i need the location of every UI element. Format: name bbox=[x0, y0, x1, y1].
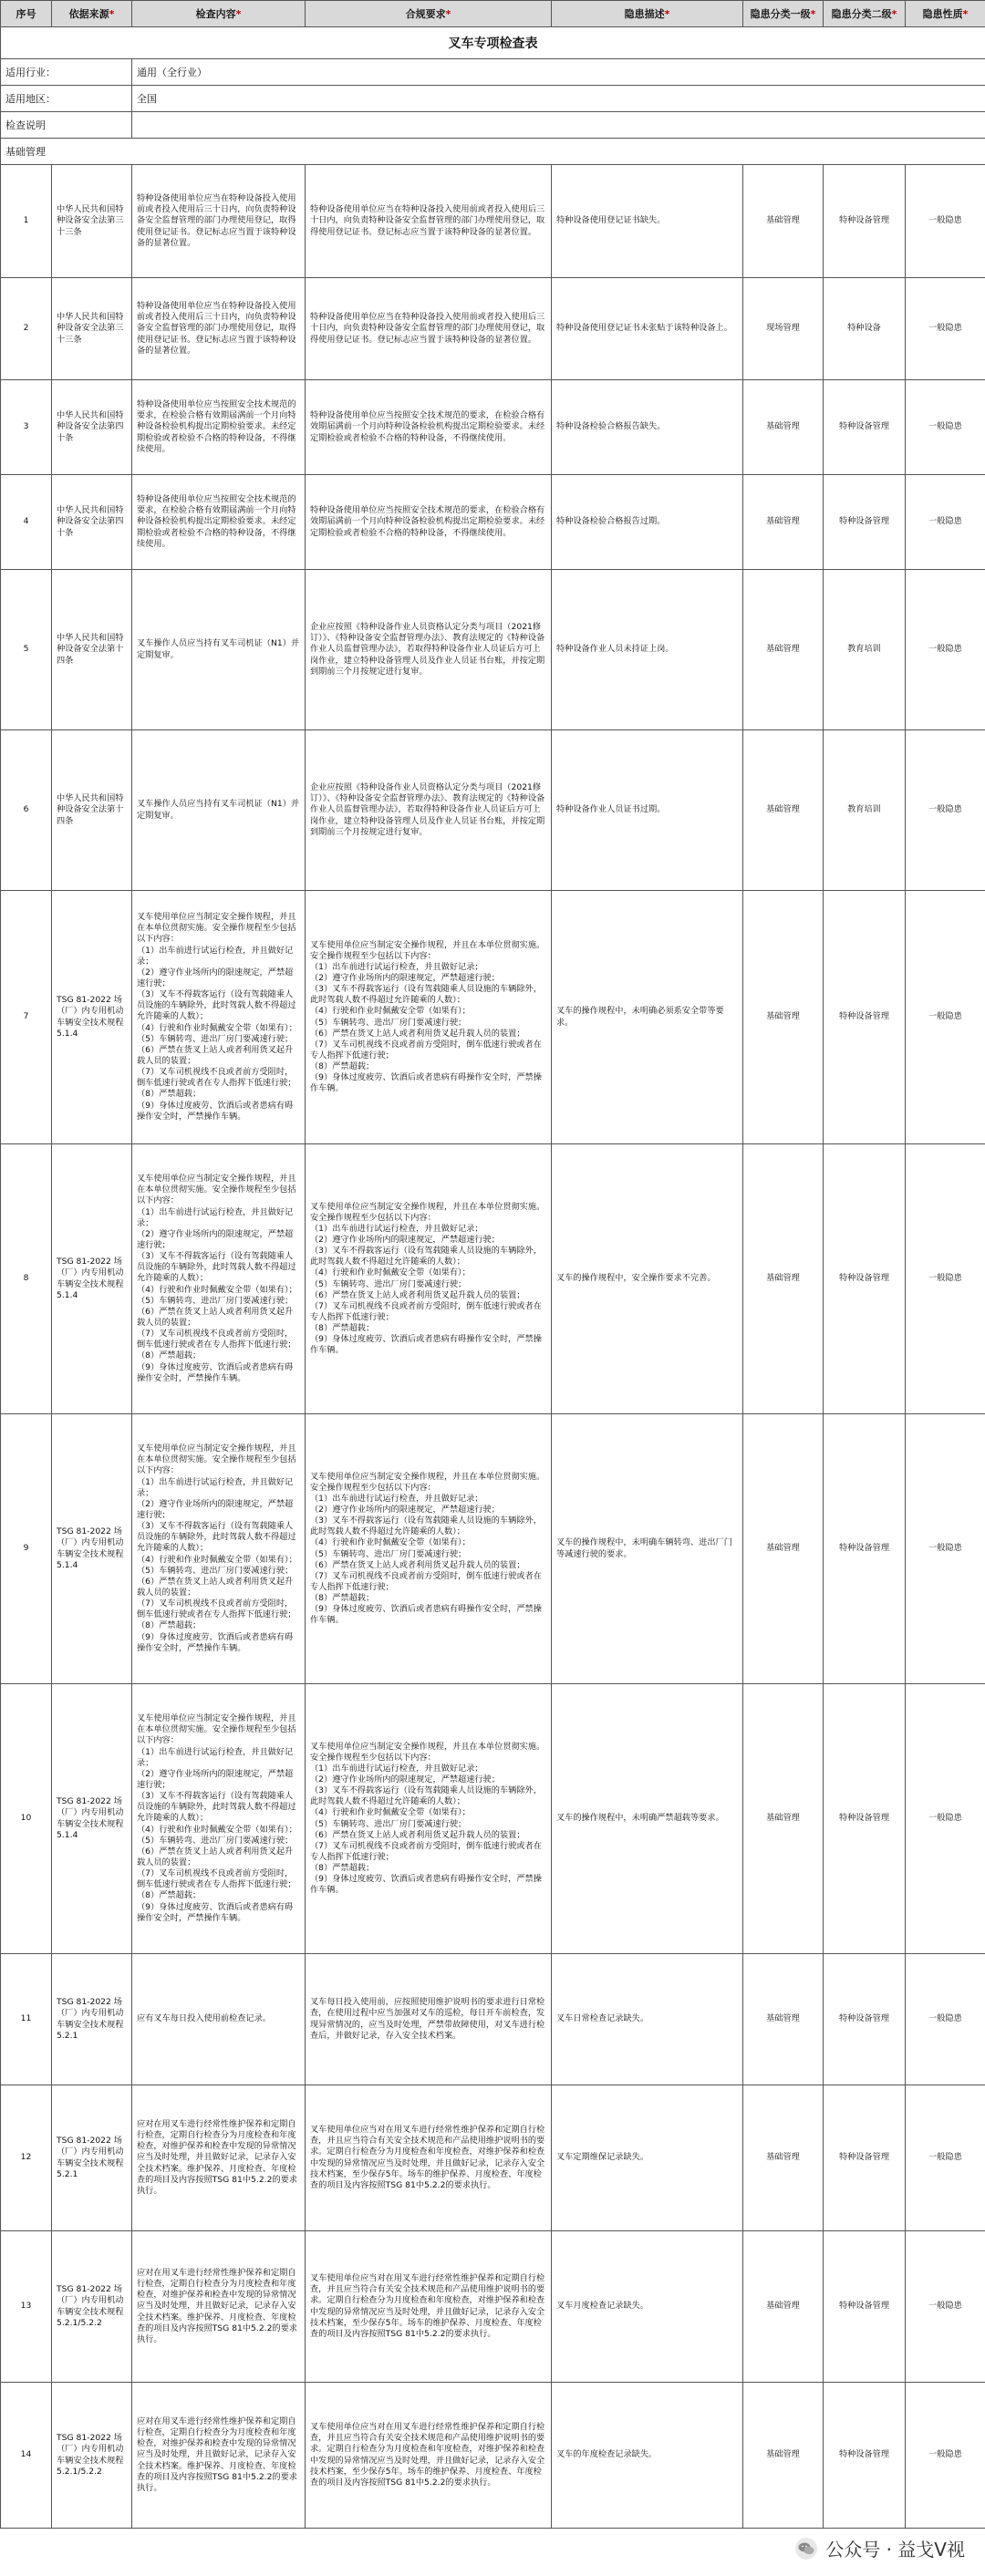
cell-text-req: 叉车使用单位应当对在用叉车进行经常性维护保养和定期自行检查，并且应当符合有关安全技术规范和产品使用维护说明书的要求。定期自行检查分为月度检查和年度检查，对维护保养和检查中发现的异常情况应当及时处理，并且做好记录，记录存入安全技术档案，至少保存5年。场车的维护保养、月度检查、年度检查的项目及内容按照TSG 81中5.2.2的要求执行。 bbox=[310, 2273, 545, 2339]
cell-content bbox=[132, 2383, 306, 2529]
cell-desc bbox=[552, 1144, 743, 1414]
cell-text-seq: 14 bbox=[20, 2449, 32, 2460]
cell-text-req: 特种设备使用单位应当按照安全技术规范的要求，在检验合格有效期届满前一个月向特种设备检验机构提出定期检验要求。未经定期检验或者检验不合格的特种设备，不得继续使用。 bbox=[310, 410, 545, 443]
cell-text-desc: 叉车日常检查记录缺失。 bbox=[556, 2013, 649, 2024]
cell-cat1 bbox=[743, 165, 824, 278]
cell-content bbox=[132, 891, 306, 1144]
table-row bbox=[1, 165, 985, 278]
cell-desc bbox=[552, 730, 743, 891]
cell-seq bbox=[1, 730, 52, 891]
cell-nature bbox=[906, 2383, 985, 2529]
cell-basis bbox=[52, 2085, 132, 2231]
cell-desc bbox=[552, 891, 743, 1144]
cell-basis bbox=[52, 730, 132, 891]
cell-req bbox=[306, 475, 552, 570]
header-nature: 隐患性质* bbox=[906, 1, 985, 27]
cell-basis bbox=[52, 2383, 132, 2529]
cell-desc bbox=[552, 1414, 743, 1684]
cell-cat2 bbox=[824, 1144, 906, 1414]
cell-text-basis: 中华人民共和国特种设备安全法第三十三条 bbox=[57, 312, 124, 345]
cell-seq bbox=[1, 2383, 52, 2529]
cell-content bbox=[132, 1954, 306, 2085]
table-row bbox=[1, 1144, 985, 1414]
wechat-icon bbox=[794, 2537, 818, 2560]
table-row bbox=[1, 380, 985, 475]
cell-text-cat2: 特种设备管理 bbox=[838, 2301, 890, 2312]
cell-text-req: 叉车使用单位应当制定安全操作规程，并且在本单位贯彻实施。安全操作规程至少包括以下内容： （1）出车前进行试运行检查，并且做好记录； （2）遵守作业场所内的限速规定，严禁超速行驶； （3）叉车不得载客运行（设有驾载随乘人员设施的车辆除外，此时驾载人数不得超过允许随乘的人数）； （4）行驶和作业时佩戴安全带（如果有）； （5）车辆转弯、进出厂房门要减速行驶； （6）严禁在货叉上站人或者利用货叉起升载人员的装置； （7）叉车司机视线不良或者前方受阻时，倒车低速行驶或者在专人指挥下低速行驶； （8）严禁超载； （9）身体过度疲劳、饮酒后或者患病有碍操作安全时，严禁操作车辆。 bbox=[310, 1471, 545, 1626]
cell-text-basis: TSG 81-2022 场（厂）内专用机动车辆安全技术规程 5.2.1 bbox=[57, 2136, 124, 2179]
cell-text-cat1: 基础管理 bbox=[766, 2013, 800, 2024]
cell-text-cat2: 特种设备 bbox=[847, 323, 881, 334]
cell-cat1 bbox=[743, 2085, 824, 2231]
cell-text-cat2: 特种设备管理 bbox=[838, 1011, 890, 1022]
cell-cat2 bbox=[824, 2383, 906, 2529]
cell-content bbox=[132, 1684, 306, 1954]
cell-cat2 bbox=[824, 475, 906, 570]
cell-seq bbox=[1, 1954, 52, 2085]
cell-nature bbox=[906, 2085, 985, 2231]
cell-text-seq: 2 bbox=[23, 323, 29, 334]
cell-text-nature: 一般隐患 bbox=[928, 2301, 962, 2312]
table-row bbox=[1, 891, 985, 1144]
cell-content bbox=[132, 730, 306, 891]
cell-seq bbox=[1, 1144, 52, 1414]
cell-req bbox=[306, 891, 552, 1144]
cell-text-seq: 6 bbox=[23, 804, 29, 815]
cell-desc bbox=[552, 2383, 743, 2529]
cell-desc bbox=[552, 380, 743, 475]
cell-nature bbox=[906, 570, 985, 730]
cell-text-nature: 一般隐患 bbox=[928, 516, 962, 527]
cell-text-cat1: 基础管理 bbox=[766, 644, 800, 655]
cell-text-desc: 叉车定期维保记录缺失。 bbox=[556, 2152, 649, 2163]
meta-value-industry: 通用（全行业） bbox=[132, 59, 985, 86]
cell-basis bbox=[52, 1954, 132, 2085]
cell-cat1 bbox=[743, 278, 824, 380]
cell-text-basis: 中华人民共和国特种设备安全法第四十条 bbox=[57, 505, 124, 538]
cell-text-content: 叉车使用单位应当制定安全操作规程，并且在本单位贯彻实施。安全操作规程至少包括以下内容： （1）出车前进行试运行检查，并且做好记录； （2）遵守作业场所内的限速规定，严禁超速行驶； （3）叉车不得载客运行（设有驾载随乘人员设施的车辆除外，此时驾载人数不得超过允许随乘的人数）； （4）行驶和作业时佩戴安全带（如果有）； （5）车辆转弯、进出厂房门要减速行驶； （6）严禁在货叉上站人或者利用货叉起升载人员的装置； （7）叉车司机视线不良或者前方受阻时，倒车低速行驶或者在专人指挥下低速行驶； （8）严禁超载； （9）身体过度疲劳、饮酒后或者患病有碍操作安全时，严禁操作车辆。 bbox=[137, 1174, 297, 1383]
cell-text-nature: 一般隐患 bbox=[928, 1273, 962, 1284]
cell-content bbox=[132, 2231, 306, 2383]
cell-text-content: 应有叉车每日投入使用前检查记录。 bbox=[137, 2013, 271, 2024]
cell-desc bbox=[552, 165, 743, 278]
cell-text-nature: 一般隐患 bbox=[928, 215, 962, 226]
table-row bbox=[1, 2383, 985, 2529]
cell-basis bbox=[52, 891, 132, 1144]
cell-seq bbox=[1, 570, 52, 730]
cell-text-desc: 叉车的操作规程中，未明确严禁超载等要求。 bbox=[556, 1813, 724, 1824]
cell-seq bbox=[1, 380, 52, 475]
cell-text-req: 特种设备使用单位应当在特种设备投入使用前或者投入使用后三十日内，向负责特种设备安全监督管理的部门办理使用登记，取得使用登记证书。登记标志应当置于该特种设备的显著位置。 bbox=[310, 204, 545, 237]
cell-cat1 bbox=[743, 570, 824, 730]
table-row bbox=[1, 730, 985, 891]
header-requirement: 合规要求* bbox=[306, 1, 552, 27]
cell-text-cat1: 基础管理 bbox=[766, 2301, 800, 2312]
cell-text-seq: 12 bbox=[20, 2152, 32, 2163]
cell-basis bbox=[52, 1144, 132, 1414]
cell-cat1 bbox=[743, 1414, 824, 1684]
cell-nature bbox=[906, 380, 985, 475]
cell-nature bbox=[906, 278, 985, 380]
cell-text-desc: 特种设备作业人员未持证上岗。 bbox=[556, 644, 674, 655]
cell-content bbox=[132, 165, 306, 278]
cell-text-basis: 中华人民共和国特种设备安全法第十四条 bbox=[57, 793, 124, 826]
cell-text-cat1: 基础管理 bbox=[766, 215, 800, 226]
cell-text-basis: 中华人民共和国特种设备安全法第三十三条 bbox=[57, 204, 124, 237]
cell-nature bbox=[906, 165, 985, 278]
cell-cat1 bbox=[743, 380, 824, 475]
cell-text-cat2: 特种设备管理 bbox=[838, 215, 890, 226]
cell-text-desc: 特种设备检验合格报告缺失。 bbox=[556, 421, 666, 432]
cell-text-cat1: 基础管理 bbox=[766, 804, 800, 815]
cell-cat1 bbox=[743, 2383, 824, 2529]
cell-desc bbox=[552, 1954, 743, 2085]
table-row bbox=[1, 2085, 985, 2231]
cell-text-req: 叉车使用单位应当制定安全操作规程，并且在本单位贯彻实施。安全操作规程至少包括以下内容： （1）出车前进行试运行检查，并且做好记录； （2）遵守作业场所内的限速规定，严禁超速行驶； （3）叉车不得载客运行（设有驾载随乘人员设施的车辆除外，此时驾载人数不得超过允许随乘的人数）； （4）行驶和作业时佩戴安全带（如果有）； （5）车辆转弯、进出厂房门要减速行驶； （6）严禁在货叉上站人或者利用货叉起升载人员的装置； （7）叉车司机视线不良或者前方受阻时，倒车低速行驶或者在专人指挥下低速行驶； （8）严禁超载； （9）身体过度疲劳、饮酒后或者患病有碍操作安全时，严禁操作车辆。 bbox=[310, 1201, 545, 1356]
header-basis: 依据来源* bbox=[52, 1, 132, 27]
cell-text-content: 特种设备使用单位应当在特种设备投入使用前或者投入使用后三十日内，向负责特种设备安全监督管理的部门办理使用登记，取得使用登记证书。登记标志应当置于该特种设备的显著位置。 bbox=[137, 193, 296, 248]
meta-label-notes: 检查说明 bbox=[1, 112, 132, 139]
cell-content bbox=[132, 380, 306, 475]
cell-content bbox=[132, 475, 306, 570]
cell-text-cat1: 基础管理 bbox=[766, 1813, 800, 1824]
cell-text-req: 叉车使用单位应当对在用叉车进行经常性维护保养和定期自行检查，并且应当符合有关安全技术规范和产品使用维护说明书的要求。定期自行检查分为月度检查和年度检查，对维护保养和检查中发现的异常情况应当及时处理，并且做好记录，记录存入安全技术档案，至少保存5年。场车的维护保养、月度检查、年度检查的项目及内容按照TSG 81中5.2.2的要求执行。 bbox=[310, 2422, 545, 2488]
table-row bbox=[1, 1954, 985, 2085]
cell-text-cat1: 基础管理 bbox=[766, 1543, 800, 1554]
cell-text-content: 叉车使用单位应当制定安全操作规程，并且在本单位贯彻实施。安全操作规程至少包括以下内容： （1）出车前进行试运行检查，并且做好记录； （2）遵守作业场所内的限速规定，严禁超速行驶； （3）叉车不得载客运行（设有驾载随乘人员设施的车辆除外，此时驾载人数不得超过允许随乘的人数）； （4）行驶和作业时佩戴安全带（如果有）； （5）车辆转弯、进出厂房门要减速行驶； （6）严禁在货叉上站人或者利用货叉起升载人员的装置； （7）叉车司机视线不良或者前方受阻时，倒车低速行驶或者在专人指挥下低速行驶； （8）严禁超载； （9）身体过度疲劳、饮酒后或者患病有碍操作安全时，严禁操作车辆。 bbox=[137, 912, 297, 1122]
cell-text-seq: 5 bbox=[23, 644, 29, 655]
cell-text-nature: 一般隐患 bbox=[928, 644, 962, 655]
cell-text-req: 特种设备使用单位应当在特种设备投入使用前或者投入使用后三十日内，向负责特种设备安全监督管理的部门办理使用登记，取得使用登记证书。登记标志应当置于该特种设备的显著位置。 bbox=[310, 312, 545, 345]
cell-text-desc: 叉车的操作规程中，未明确必须系安全带等要求。 bbox=[556, 1006, 724, 1028]
cell-seq bbox=[1, 278, 52, 380]
cell-text-basis: TSG 81-2022 场（厂）内专用机动车辆安全技术规程 5.1.4 bbox=[57, 1526, 124, 1570]
table-row bbox=[1, 1684, 985, 1954]
cell-cat2 bbox=[824, 2231, 906, 2383]
cell-text-content: 应对在用叉车进行经常性维护保养和定期自行检查，定期自行检查分为月度检查和年度检查，对维护保养和检查中发现的异常情况应当及时处理，并且做好记录，记录存入安全技术档案。维护保养、月度检查、年度检查的项目及内容按照TSG 81中5.2.2的要求执行。 bbox=[137, 2268, 297, 2344]
cell-cat1 bbox=[743, 891, 824, 1144]
cell-text-nature: 一般隐患 bbox=[928, 323, 962, 334]
cell-text-nature: 一般隐患 bbox=[928, 1543, 962, 1554]
cell-cat2 bbox=[824, 1414, 906, 1684]
cell-text-req: 企业应按照《特种设备作业人员资格认定分类与项目（2021修订）》、《特种设备安全监督管理办法》、教育法规定的《特种设备作业人员监督管理办法》，若取得特种设备作业人员证后方可上岗作业，建立特种设备管理人员及作业人员证书台账，并按定期到期前三个月按规定进行复审。 bbox=[310, 782, 545, 837]
cell-text-req: 企业应按照《特种设备作业人员资格认定分类与项目（2021修订）》、《特种设备安全监督管理办法》、教育法规定的《特种设备作业人员监督管理办法》，若取得特种设备作业人员证后方可上岗作业，建立特种设备管理人员及作业人员证书台账，并按定期到期前三个月按规定进行复审。 bbox=[310, 622, 545, 677]
cell-basis bbox=[52, 1684, 132, 1954]
cell-req bbox=[306, 380, 552, 475]
cell-text-nature: 一般隐患 bbox=[928, 421, 962, 432]
cell-req bbox=[306, 730, 552, 891]
cell-text-nature: 一般隐患 bbox=[928, 1813, 962, 1824]
cell-seq bbox=[1, 2085, 52, 2231]
cell-cat1 bbox=[743, 730, 824, 891]
table-row bbox=[1, 570, 985, 730]
cell-seq bbox=[1, 2231, 52, 2383]
cell-cat2 bbox=[824, 2085, 906, 2231]
cell-text-seq: 13 bbox=[20, 2301, 32, 2312]
cell-cat2 bbox=[824, 1684, 906, 1954]
table-row bbox=[1, 475, 985, 570]
cell-cat1 bbox=[743, 2231, 824, 2383]
cell-text-basis: 中华人民共和国特种设备安全法第十四条 bbox=[57, 633, 124, 666]
cell-text-content: 叉车使用单位应当制定安全操作规程，并且在本单位贯彻实施。安全操作规程至少包括以下内容： （1）出车前进行试运行检查，并且做好记录； （2）遵守作业场所内的限速规定，严禁超速行驶； （3）叉车不得载客运行（设有驾载随乘人员设施的车辆除外，此时驾载人数不得超过允许随乘的人数）； （4）行驶和作业时佩戴安全带（如果有）； （5）车辆转弯、进出厂房门要减速行驶； （6）严禁在货叉上站人或者利用货叉起升载人员的装置； （7）叉车司机视线不良或者前方受阻时，倒车低速行驶或者在专人指挥下低速行驶； （8）严禁超载； （9）身体过度疲劳、饮酒后或者患病有碍操作安全时，严禁操作车辆。 bbox=[137, 1713, 297, 1923]
cell-nature bbox=[906, 1954, 985, 2085]
cell-text-desc: 叉车的操作规程中，安全操作要求不完善。 bbox=[556, 1273, 716, 1284]
cell-req bbox=[306, 165, 552, 278]
cell-req bbox=[306, 1954, 552, 2085]
watermark-text: 公众号 · 益戈V视 bbox=[825, 2539, 965, 2560]
cell-text-cat2: 特种设备管理 bbox=[838, 2013, 890, 2024]
cell-desc bbox=[552, 2231, 743, 2383]
cell-req bbox=[306, 570, 552, 730]
cell-text-cat2: 特种设备管理 bbox=[838, 1543, 890, 1554]
cell-seq bbox=[1, 165, 52, 278]
cell-text-content: 特种设备使用单位应当按照安全技术规范的要求，在检验合格有效期届满前一个月向特种设备检验机构提出定期检验要求。未经定期检验或者检验不合格的特种设备，不得继续使用。 bbox=[137, 494, 296, 549]
table-row bbox=[1, 278, 985, 380]
cell-text-desc: 特种设备使用登记证书未张贴于该特种设备上。 bbox=[556, 323, 732, 334]
cell-text-content: 叉车操作人员应当持有叉车司机证（N1）并定期复审。 bbox=[137, 638, 300, 660]
cell-text-seq: 8 bbox=[23, 1273, 29, 1284]
table-row bbox=[1, 1414, 985, 1684]
cell-seq bbox=[1, 1684, 52, 1954]
cell-text-basis: TSG 81-2022 场（厂）内专用机动车辆安全技术规程 5.1.4 bbox=[57, 1257, 124, 1300]
cell-text-cat2: 教育培训 bbox=[847, 644, 881, 655]
cell-nature bbox=[906, 1414, 985, 1684]
cell-text-nature: 一般隐患 bbox=[928, 804, 962, 815]
cell-text-cat1: 基础管理 bbox=[766, 1273, 800, 1284]
section-label: 基础管理 bbox=[1, 139, 985, 165]
cell-nature bbox=[906, 1684, 985, 1954]
cell-seq bbox=[1, 1414, 52, 1684]
cell-text-cat2: 特种设备管理 bbox=[838, 516, 890, 527]
table-row bbox=[1, 2231, 985, 2383]
cell-nature bbox=[906, 475, 985, 570]
cell-text-req: 叉车每日投入使用前，应按照使用维护说明书的要求进行日常检查，在使用过程中应当加强对叉车的巡检，每日开车前检查，发现异常情况的，应当及时处理，严禁带故障使用，对叉车进行检查后，并做好记录，存入安全技术档案。 bbox=[310, 1997, 545, 2041]
cell-req bbox=[306, 1684, 552, 1954]
cell-cat2 bbox=[824, 1954, 906, 2085]
cell-nature bbox=[906, 2231, 985, 2383]
cell-basis bbox=[52, 475, 132, 570]
cell-text-desc: 叉车的年度检查记录缺失。 bbox=[556, 2449, 658, 2460]
cell-text-cat2: 特种设备管理 bbox=[838, 421, 890, 432]
cell-cat2 bbox=[824, 165, 906, 278]
cell-text-content: 应对在用叉车进行经常性维护保养和定期自行检查，定期自行检查分为月度检查和年度检查，对维护保养和检查中发现的异常情况应当及时处理，并且做好记录，记录存入安全技术档案。维护保养、月度检查、年度检查的项目及内容按照TSG 81中5.2.2的要求执行。 bbox=[137, 2416, 297, 2493]
cell-desc bbox=[552, 475, 743, 570]
cell-text-cat1: 基础管理 bbox=[766, 2152, 800, 2163]
cell-text-content: 特种设备使用单位应当按照安全技术规范的要求，在检验合格有效期届满前一个月向特种设备检验机构提出定期检验要求。未经定期检验或者检验不合格的特种设备，不得继续使用。 bbox=[137, 399, 296, 454]
cell-text-cat2: 教育培训 bbox=[847, 804, 881, 815]
cell-cat1 bbox=[743, 475, 824, 570]
meta-value-notes bbox=[132, 112, 985, 139]
cell-text-seq: 11 bbox=[20, 2013, 32, 2024]
cell-text-cat1: 基础管理 bbox=[766, 2449, 800, 2460]
cell-text-cat2: 特种设备管理 bbox=[838, 1813, 890, 1824]
cell-req bbox=[306, 1144, 552, 1414]
cell-text-basis: TSG 81-2022 场（厂）内专用机动车辆安全技术规程 5.2.1/5.2.2 bbox=[57, 2433, 124, 2477]
cell-cat1 bbox=[743, 1954, 824, 2085]
meta-value-region: 全国 bbox=[132, 86, 985, 112]
cell-text-desc: 特种设备检验合格报告过期。 bbox=[556, 516, 666, 527]
cell-nature bbox=[906, 1144, 985, 1414]
cell-text-nature: 一般隐患 bbox=[928, 2449, 962, 2460]
cell-cat2 bbox=[824, 891, 906, 1144]
cell-cat2 bbox=[824, 278, 906, 380]
cell-content bbox=[132, 1414, 306, 1684]
cell-content bbox=[132, 278, 306, 380]
cell-cat1 bbox=[743, 1144, 824, 1414]
cell-text-desc: 特种设备作业人员证书过期。 bbox=[556, 804, 666, 815]
header-content: 检查内容* bbox=[132, 1, 306, 27]
cell-basis bbox=[52, 1414, 132, 1684]
meta-label-region: 适用地区： bbox=[1, 86, 132, 112]
cell-text-cat2: 特种设备管理 bbox=[838, 1273, 890, 1284]
cell-text-basis: TSG 81-2022 场（厂）内专用机动车辆安全技术规程 5.2.1 bbox=[57, 1997, 124, 2041]
cell-text-content: 叉车使用单位应当制定安全操作规程，并且在本单位贯彻实施。安全操作规程至少包括以下内容： （1）出车前进行试运行检查，并且做好记录； （2）遵守作业场所内的限速规定，严禁超速行驶； （3）叉车不得载客运行（设有驾载随乘人员设施的车辆除外，此时驾载人数不得超过允许随乘的人数）； （4）行驶和作业时佩戴安全带（如果有）； （5）车辆转弯、进出厂房门要减速行驶； （6）严禁在货叉上站人或者利用货叉起升载人员的装置； （7）叉车司机视线不良或者前方受阻时，倒车低速行驶或者在专人指挥下低速行驶； （8）严禁超载； （9）身体过度疲劳、饮酒后或者患病有碍操作安全时，严禁操作车辆。 bbox=[137, 1443, 297, 1653]
header-category-1: 隐患分类一级* bbox=[743, 1, 824, 27]
cell-text-seq: 9 bbox=[23, 1543, 29, 1554]
cell-text-cat1: 基础管理 bbox=[766, 421, 800, 432]
cell-cat2 bbox=[824, 730, 906, 891]
cell-req bbox=[306, 2231, 552, 2383]
cell-text-cat2: 特种设备管理 bbox=[838, 2152, 890, 2163]
cell-text-req: 叉车使用单位应当制定安全操作规程，并且在本单位贯彻实施。安全操作规程至少包括以下内容： （1）出车前进行试运行检查，并且做好记录； （2）遵守作业场所内的限速规定，严禁超速行驶； （3）叉车不得载客运行（设有驾载随乘人员设施的车辆除外，此时驾载人数不得超过允许随乘的人数）； （4）行驶和作业时佩戴安全带（如果有）； （5）车辆转弯、进出厂房门要减速行驶； （6）严禁在货叉上站人或者利用货叉起升载人员的装置； （7）叉车司机视线不良或者前方受阻时，倒车低速行驶或者在专人指挥下低速行驶； （8）严禁超载； （9）身体过度疲劳、饮酒后或者患病有碍操作安全时，严禁操作车辆。 bbox=[310, 1741, 545, 1896]
cell-text-nature: 一般隐患 bbox=[928, 2152, 962, 2163]
cell-text-seq: 7 bbox=[23, 1011, 29, 1022]
cell-text-content: 叉车操作人员应当持有叉车司机证（N1）并定期复审。 bbox=[137, 799, 300, 821]
cell-text-cat1: 现场管理 bbox=[766, 323, 800, 334]
cell-text-content: 特种设备使用单位应当在特种设备投入使用前或者投入使用后三十日内，向负责特种设备安全监督管理的部门办理使用登记，取得使用登记证书。登记标志应当置于该特种设备的显著位置。 bbox=[137, 301, 296, 356]
cell-desc bbox=[552, 278, 743, 380]
cell-nature bbox=[906, 891, 985, 1144]
cell-text-basis: TSG 81-2022 场（厂）内专用机动车辆安全技术规程 5.1.4 bbox=[57, 1796, 124, 1840]
cell-text-seq: 10 bbox=[20, 1813, 32, 1824]
cell-text-cat2: 特种设备管理 bbox=[838, 2449, 890, 2460]
cell-desc bbox=[552, 1684, 743, 1954]
header-description: 隐患描述* bbox=[552, 1, 743, 27]
cell-basis bbox=[52, 380, 132, 475]
cell-text-nature: 一般隐患 bbox=[928, 2013, 962, 2024]
cell-content bbox=[132, 1144, 306, 1414]
cell-req bbox=[306, 2085, 552, 2231]
cell-desc bbox=[552, 2085, 743, 2231]
cell-text-req: 叉车使用单位应当对在用叉车进行经常性维护保养和定期自行检查，并且应当符合有关安全技术规范和产品使用维护说明书的要求。定期自行检查分为月度检查和年度检查，对维护保养和检查中发现的异常情况应当及时处理，并且做好记录，记录存入安全技术档案，至少保存5年。场车的维护保养、月度检查、年度检查的项目及内容按照TSG 81中5.2.2的要求执行。 bbox=[310, 2125, 545, 2190]
cell-seq bbox=[1, 475, 52, 570]
cell-text-req: 特种设备使用单位应当按照安全技术规范的要求，在检验合格有效期届满前一个月向特种设备检验机构提出定期检验要求。未经定期检验或者检验不合格的特种设备，不得继续使用。 bbox=[310, 505, 545, 538]
cell-text-seq: 4 bbox=[23, 516, 29, 527]
cell-req bbox=[306, 278, 552, 380]
cell-seq bbox=[1, 891, 52, 1144]
cell-text-cat1: 基础管理 bbox=[766, 516, 800, 527]
cell-nature bbox=[906, 730, 985, 891]
cell-text-req: 叉车使用单位应当制定安全操作规程，并且在本单位贯彻实施。安全操作规程至少包括以下内容： （1）出车前进行试运行检查，并且做好记录； （2）遵守作业场所内的限速规定，严禁超速行驶； （3）叉车不得载客运行（设有驾载随乘人员设施的车辆除外，此时驾载人数不得超过允许随乘的人数）； （4）行驶和作业时佩戴安全带（如果有）； （5）车辆转弯、进出厂房门要减速行驶； （6）严禁在货叉上站人或者利用货叉起升载人员的装置； （7）叉车司机视线不良或者前方受阻时，倒车低速行驶或者在专人指挥下低速行驶； （8）严禁超载； （9）身体过度疲劳、饮酒后或者患病有碍操作安全时，严禁操作车辆。 bbox=[310, 939, 545, 1094]
cell-req bbox=[306, 2383, 552, 2529]
cell-text-basis: TSG 81-2022 场（厂）内专用机动车辆安全技术规程 5.2.1/5.2.2 bbox=[57, 2284, 124, 2328]
cell-text-desc: 叉车的操作规程中，未明确车辆转弯、进出厂门等减速行驶的要求。 bbox=[556, 1537, 732, 1559]
cell-text-cat1: 基础管理 bbox=[766, 1011, 800, 1022]
cell-text-nature: 一般隐患 bbox=[928, 1011, 962, 1022]
header-category-2: 隐患分类二级* bbox=[824, 1, 906, 27]
cell-req bbox=[306, 1414, 552, 1684]
cell-basis bbox=[52, 165, 132, 278]
cell-content bbox=[132, 570, 306, 730]
page-title: 叉车专项检查表 bbox=[1, 27, 985, 59]
cell-cat2 bbox=[824, 570, 906, 730]
cell-text-basis: 中华人民共和国特种设备安全法第四十条 bbox=[57, 410, 124, 443]
cell-text-content: 应对在用叉车进行经常性维护保养和定期自行检查，定期自行检查分为月度检查和年度检查，对维护保养和检查中发现的异常情况应当及时处理，并且做好记录，记录存入安全技术档案。维护保养、月度检查、年度检查的项目及内容按照TSG 81中5.2.2的要求执行。 bbox=[137, 2119, 297, 2196]
cell-content bbox=[132, 2085, 306, 2231]
cell-cat1 bbox=[743, 1684, 824, 1954]
cell-basis bbox=[52, 2231, 132, 2383]
cell-basis bbox=[52, 570, 132, 730]
cell-text-seq: 3 bbox=[23, 421, 29, 432]
header-seq: 序号 bbox=[1, 1, 52, 27]
cell-basis bbox=[52, 278, 132, 380]
cell-cat2 bbox=[824, 380, 906, 475]
cell-desc bbox=[552, 570, 743, 730]
cell-text-basis: TSG 81-2022 场（厂）内专用机动车辆安全技术规程 5.1.4 bbox=[57, 995, 124, 1039]
watermark bbox=[787, 2531, 972, 2565]
cell-text-desc: 特种设备使用登记证书缺失。 bbox=[556, 215, 666, 226]
meta-label-industry: 适用行业： bbox=[1, 59, 132, 86]
cell-text-seq: 1 bbox=[23, 215, 29, 226]
cell-text-desc: 叉车月度检查记录缺失。 bbox=[556, 2301, 649, 2312]
